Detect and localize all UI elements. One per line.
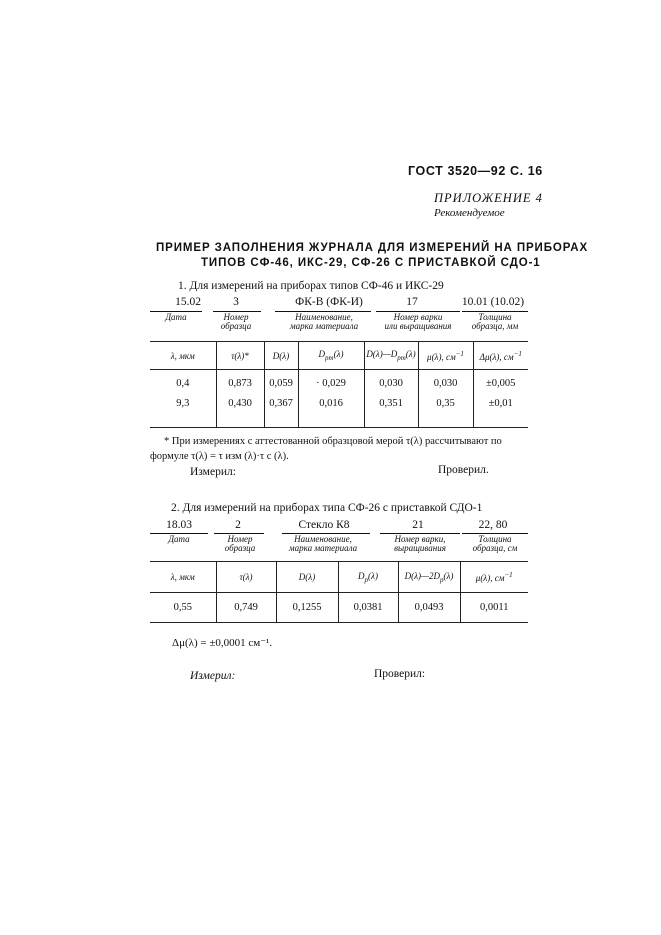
measurement-table-1 bbox=[150, 341, 528, 428]
info-date-value: 18.03 bbox=[166, 519, 192, 531]
table-cell: 0,016 bbox=[298, 398, 364, 428]
col-tau: τ(λ) bbox=[216, 562, 276, 593]
col-tau: τ(λ)* bbox=[216, 342, 264, 370]
table-cell: 0,0011 bbox=[460, 593, 528, 623]
info-material-value: Стекло К8 bbox=[298, 519, 350, 531]
col-d-minus-dpm: $D(\lambda)—D_{pm}(\lambda)$ bbox=[364, 342, 418, 370]
col-mu: μ(λ), $см^{-1}$ bbox=[460, 562, 528, 593]
table-cell: 0,030 bbox=[418, 370, 473, 398]
col-d: D(λ) bbox=[264, 342, 298, 370]
table-cell: 0,367 bbox=[264, 398, 298, 428]
appendix-label: ПРИЛОЖЕНИЕ 4 bbox=[434, 191, 543, 205]
info-thickness-label: Толщина образца, см bbox=[472, 534, 518, 553]
table-cell: ±0,01 bbox=[473, 398, 528, 428]
info-batch-value: 17 bbox=[406, 296, 418, 308]
measured-by-label: Измерил: bbox=[190, 670, 236, 682]
col-mu: μ(λ), $см^{-1}$ bbox=[418, 342, 473, 370]
info-date-label: Дата bbox=[165, 312, 187, 322]
info-date-value: 15.02 bbox=[175, 296, 201, 308]
col-wavelength: λ, мкм bbox=[150, 342, 216, 370]
section-2-heading: 2. Для измерений на приборах типа СФ-26 с приставкой СДО-1 bbox=[171, 502, 483, 514]
footnote-line-2: формуле τ(λ) = τ изм (λ)·τ с (λ). bbox=[150, 451, 289, 462]
footnote-line-1: * При измерениях с аттестованной образцовой мерой τ(λ) рассчитывают по bbox=[164, 436, 502, 447]
table-cell: 0,873 bbox=[216, 370, 264, 398]
title-line-1: ПРИМЕР ЗАПОЛНЕНИЯ ЖУРНАЛА ДЛЯ ИЗМЕРЕНИЙ НА ПРИБОРАХ bbox=[156, 242, 589, 254]
table-header-row bbox=[150, 342, 528, 370]
delta-mu-note: Δμ(λ) = ±0,0001 см⁻¹. bbox=[172, 637, 273, 649]
table-cell: 0,059 bbox=[264, 370, 298, 398]
table-row bbox=[150, 398, 528, 428]
info-thickness-label: Толщина образца, мм bbox=[471, 312, 519, 331]
table-cell: · 0,029 bbox=[298, 370, 364, 398]
info-batch-label: Номер варки, выращивания bbox=[394, 534, 446, 553]
info-thickness-value: 10.01 (10.02) bbox=[461, 296, 525, 308]
table-cell: 0,55 bbox=[150, 593, 216, 623]
info-thickness-value: 22, 80 bbox=[478, 519, 508, 531]
info-sample-label: Номер образца bbox=[224, 534, 256, 553]
info-material-label: Наименование, марка материала bbox=[289, 312, 359, 331]
measured-by-label: Измерил: bbox=[190, 466, 236, 478]
checked-by-label: Проверил. bbox=[438, 464, 489, 476]
col-dpm: $D_{pm}(\lambda)$ bbox=[298, 342, 364, 370]
recommended-label: Рекомендуемое bbox=[434, 207, 505, 219]
section-1-heading: 1. Для измерений на приборах типов СФ-46 и ИКС-29 bbox=[178, 280, 444, 292]
info-batch-value: 21 bbox=[412, 519, 424, 531]
col-wavelength: λ, мкм bbox=[150, 562, 216, 593]
info-material-value: ФК-В (ФК-И) bbox=[295, 296, 363, 308]
table-cell: 9,3 bbox=[150, 398, 216, 428]
table-cell: 0,749 bbox=[216, 593, 276, 623]
info-batch-label: Номер варки или выращивания bbox=[384, 312, 452, 331]
info-material-label: Наименование, марка материала bbox=[288, 534, 358, 553]
col-dp: $D_p(\lambda)$ bbox=[338, 562, 398, 593]
table-header-row bbox=[150, 562, 528, 593]
checked-by-label: Проверил: bbox=[374, 668, 426, 680]
table-row bbox=[150, 370, 528, 398]
col-d: D(λ) bbox=[276, 562, 338, 593]
measurement-table-2 bbox=[150, 561, 528, 623]
info-sample-label: Номер образца bbox=[220, 312, 252, 331]
table-cell: 0,0493 bbox=[398, 593, 460, 623]
title-line-2: ТИПОВ СФ-46, ИКС-29, СФ-26 С ПРИСТАВКОЙ СДО-1 bbox=[201, 257, 541, 269]
table-cell: 0,35 bbox=[418, 398, 473, 428]
table-cell: 0,1255 bbox=[276, 593, 338, 623]
table-cell: 0,030 bbox=[364, 370, 418, 398]
table-cell: ±0,005 bbox=[473, 370, 528, 398]
table-row bbox=[150, 593, 528, 623]
info-sample-value: 2 bbox=[235, 519, 241, 531]
document-header: ГОСТ 3520—92 С. 16 bbox=[408, 164, 543, 178]
info-sample-value: 3 bbox=[233, 296, 239, 308]
table-cell: 0,430 bbox=[216, 398, 264, 428]
table-cell: 0,351 bbox=[364, 398, 418, 428]
info-date-label: Дата bbox=[168, 534, 190, 544]
col-delta-mu: Δμ(λ), $см^{-1}$ bbox=[473, 342, 528, 370]
col-d-minus-2dp: $D(\lambda)—2D_p(\lambda)$ bbox=[398, 562, 460, 593]
table-cell: 0,0381 bbox=[338, 593, 398, 623]
table-cell: 0,4 bbox=[150, 370, 216, 398]
